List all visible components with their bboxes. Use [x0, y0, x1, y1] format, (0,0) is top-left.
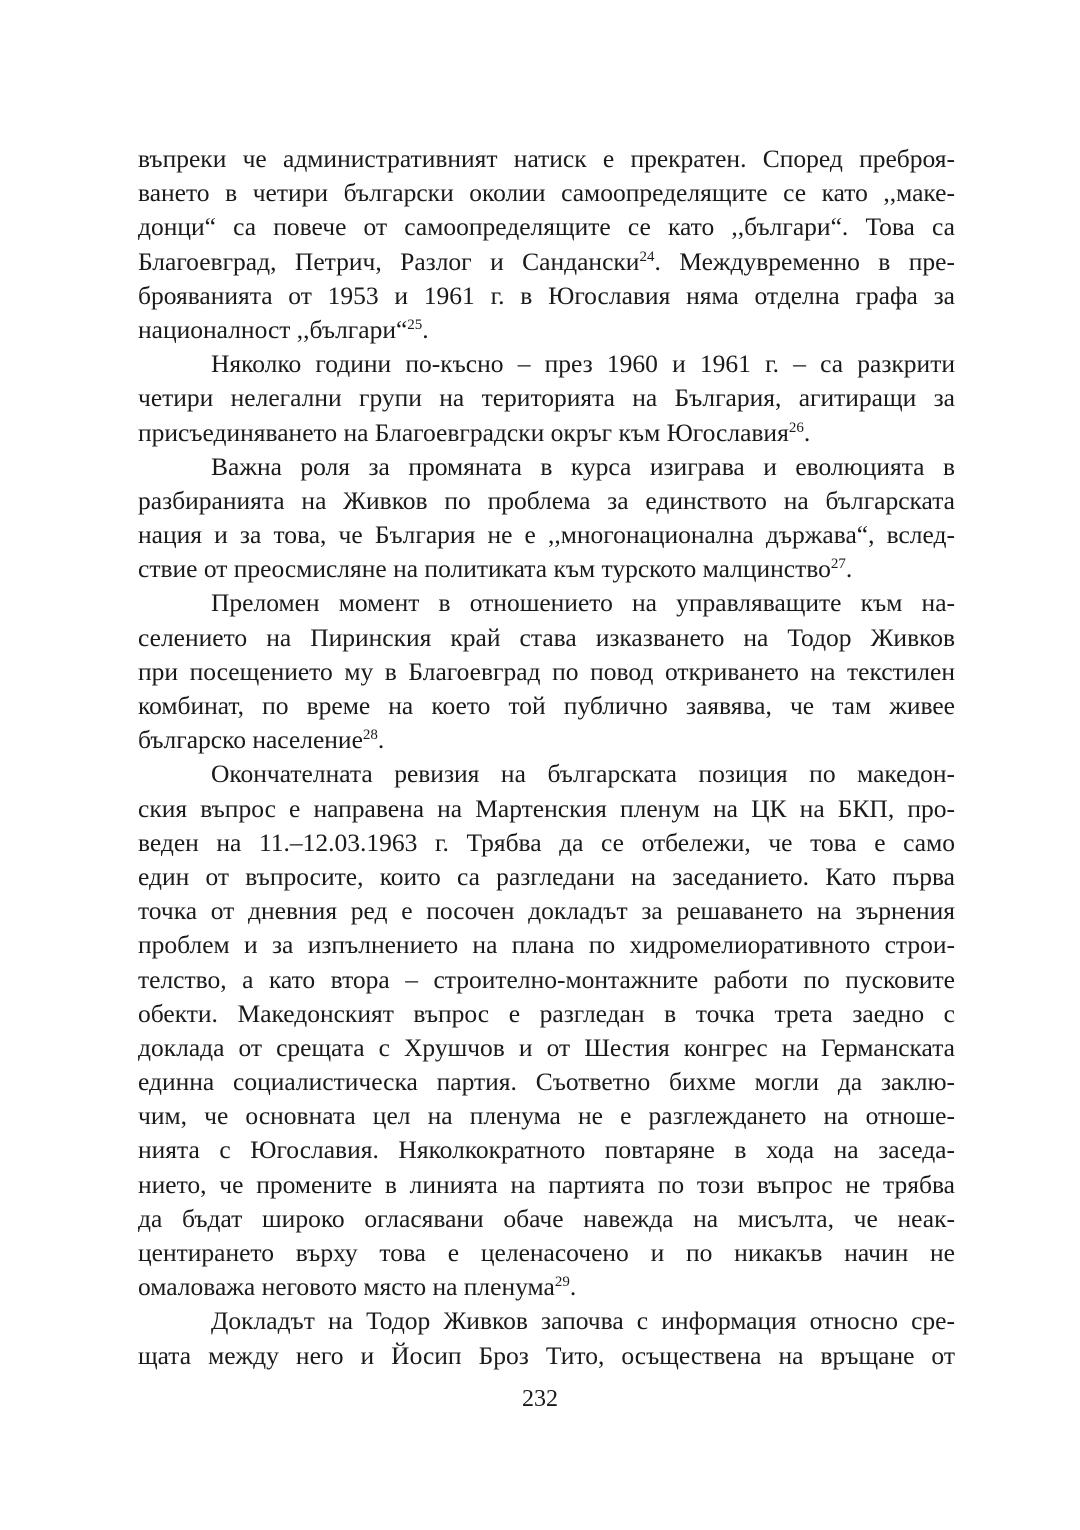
- text-line: точка от дневния ред е посочен докладът за решаването на зърнения: [138, 896, 955, 926]
- text-line: при посещението му в Благоевград по повод откриването на текстилен: [138, 656, 955, 686]
- text-line: комбинат, по време на което той публично заявява, че там живее: [138, 691, 955, 720]
- text-line: да бъдат широко огласявани обаче навежда на мисълта, че неак-: [138, 1203, 955, 1233]
- text-line: българско население$^{28}$.: [138, 725, 385, 755]
- footnote-marker: 27: [830, 556, 846, 573]
- text-line: веден на 11.–12.03.1963 г. Трябва да се отбележи, че това е само: [138, 827, 955, 857]
- page-number: 232: [522, 1386, 558, 1412]
- paragraph: [138, 757, 955, 1304]
- text-line: селението на Пиринския край става изказването на Тодор Живков: [138, 622, 955, 652]
- text-line: Няколко години по-късно – през 1960 и 1961 г. – са разкрити: [211, 349, 955, 379]
- paragraph: [138, 1304, 955, 1372]
- text-line: проблем и за изпълнението на плана по хидромелиоративното строи-: [138, 930, 955, 960]
- text-line: присъединяването на Благоевградски окръг към Югославия$^{26}$.: [138, 417, 811, 447]
- text-line: един от въпросите, които са разгледани на заседанието. Като първа: [138, 861, 955, 891]
- text-line: единна социалистическа партия. Съответно бихме могли да заклю-: [138, 1067, 955, 1097]
- paragraph: [138, 347, 955, 450]
- text-line: ския въпрос е направена на Мартенския пленум на ЦК на БКП, про-: [138, 793, 955, 823]
- text-line: Важна роля за промяната в курса изиграва и еволюцията в: [211, 451, 955, 481]
- text-line: разбиранията на Живков по проблема за единството на българската: [138, 485, 955, 515]
- text-line: ването в четири български околии самоопределящите се като ,,маке-: [138, 178, 955, 208]
- footnote-marker: 28: [362, 727, 378, 744]
- text-line: нация и за това, че България не е ,,многонационална държава“, вслед-: [138, 520, 955, 550]
- text-line: Преломен момент в отношението на управляващите към на-: [211, 588, 955, 618]
- text-line: донци“ са повече от самоопределящите се като ,,българи“. Това са: [138, 212, 955, 242]
- text-line: брояванията от 1953 и 1961 г. в Югославия няма отделна графа за: [138, 280, 955, 310]
- text-line: чим, че основната цел на пленума не е разглеждането на отноше-: [138, 1101, 955, 1131]
- text-line: ствие от преосмисляне на политиката към турското малцинство$^{27}$.: [138, 554, 853, 584]
- text-line: щата между него и Йосип Броз Тито, осъществена на връщане от: [138, 1340, 955, 1370]
- paragraph: [138, 142, 955, 347]
- text-line: Окончателната ревизия на българската позиция по македон-: [211, 759, 955, 789]
- text-line: телство, а като втора – строително-монтажните работи по пусковите: [138, 964, 955, 994]
- footnote-marker: 26: [788, 419, 804, 436]
- paragraph: [138, 586, 955, 757]
- text-line: четири нелегални групи на територията на България, агитиращи за: [138, 383, 955, 413]
- text-line: нието, че промените в линията на партията по този въпрос не трябва: [138, 1169, 955, 1199]
- paragraph: [138, 450, 955, 587]
- text-line: Благоевград, Петрич, Разлог и Сандански$^{24}$. Междувременно в пре-: [138, 246, 955, 276]
- text-line: обекти. Македонският въпрос е разгледан в точка трета заедно с: [138, 998, 955, 1028]
- text-line: нията с Югославия. Няколкократното повтаряне в хода на заседа-: [138, 1135, 955, 1165]
- text-line: доклада от срещата с Хрушчов и от Шестия конгрес на Германската: [138, 1032, 955, 1062]
- text-line: Докладът на Тодор Живков започва с информация относно сре-: [211, 1306, 955, 1336]
- footnote-marker: 29: [554, 1274, 570, 1291]
- text-line: омаловажа неговото място на пленума$^{29}$.: [138, 1272, 577, 1302]
- footnote-marker: 24: [639, 248, 655, 265]
- text-line: въпреки че административният натиск е прекратен. Според преброя-: [138, 144, 955, 173]
- footnote-marker: 25: [407, 316, 423, 333]
- body-text: [138, 142, 955, 1373]
- text-line: центирането върху това е целенасочено и по никакъв начин не: [138, 1238, 955, 1267]
- text-line: националност ,,българи“$^{25}$.: [138, 314, 429, 344]
